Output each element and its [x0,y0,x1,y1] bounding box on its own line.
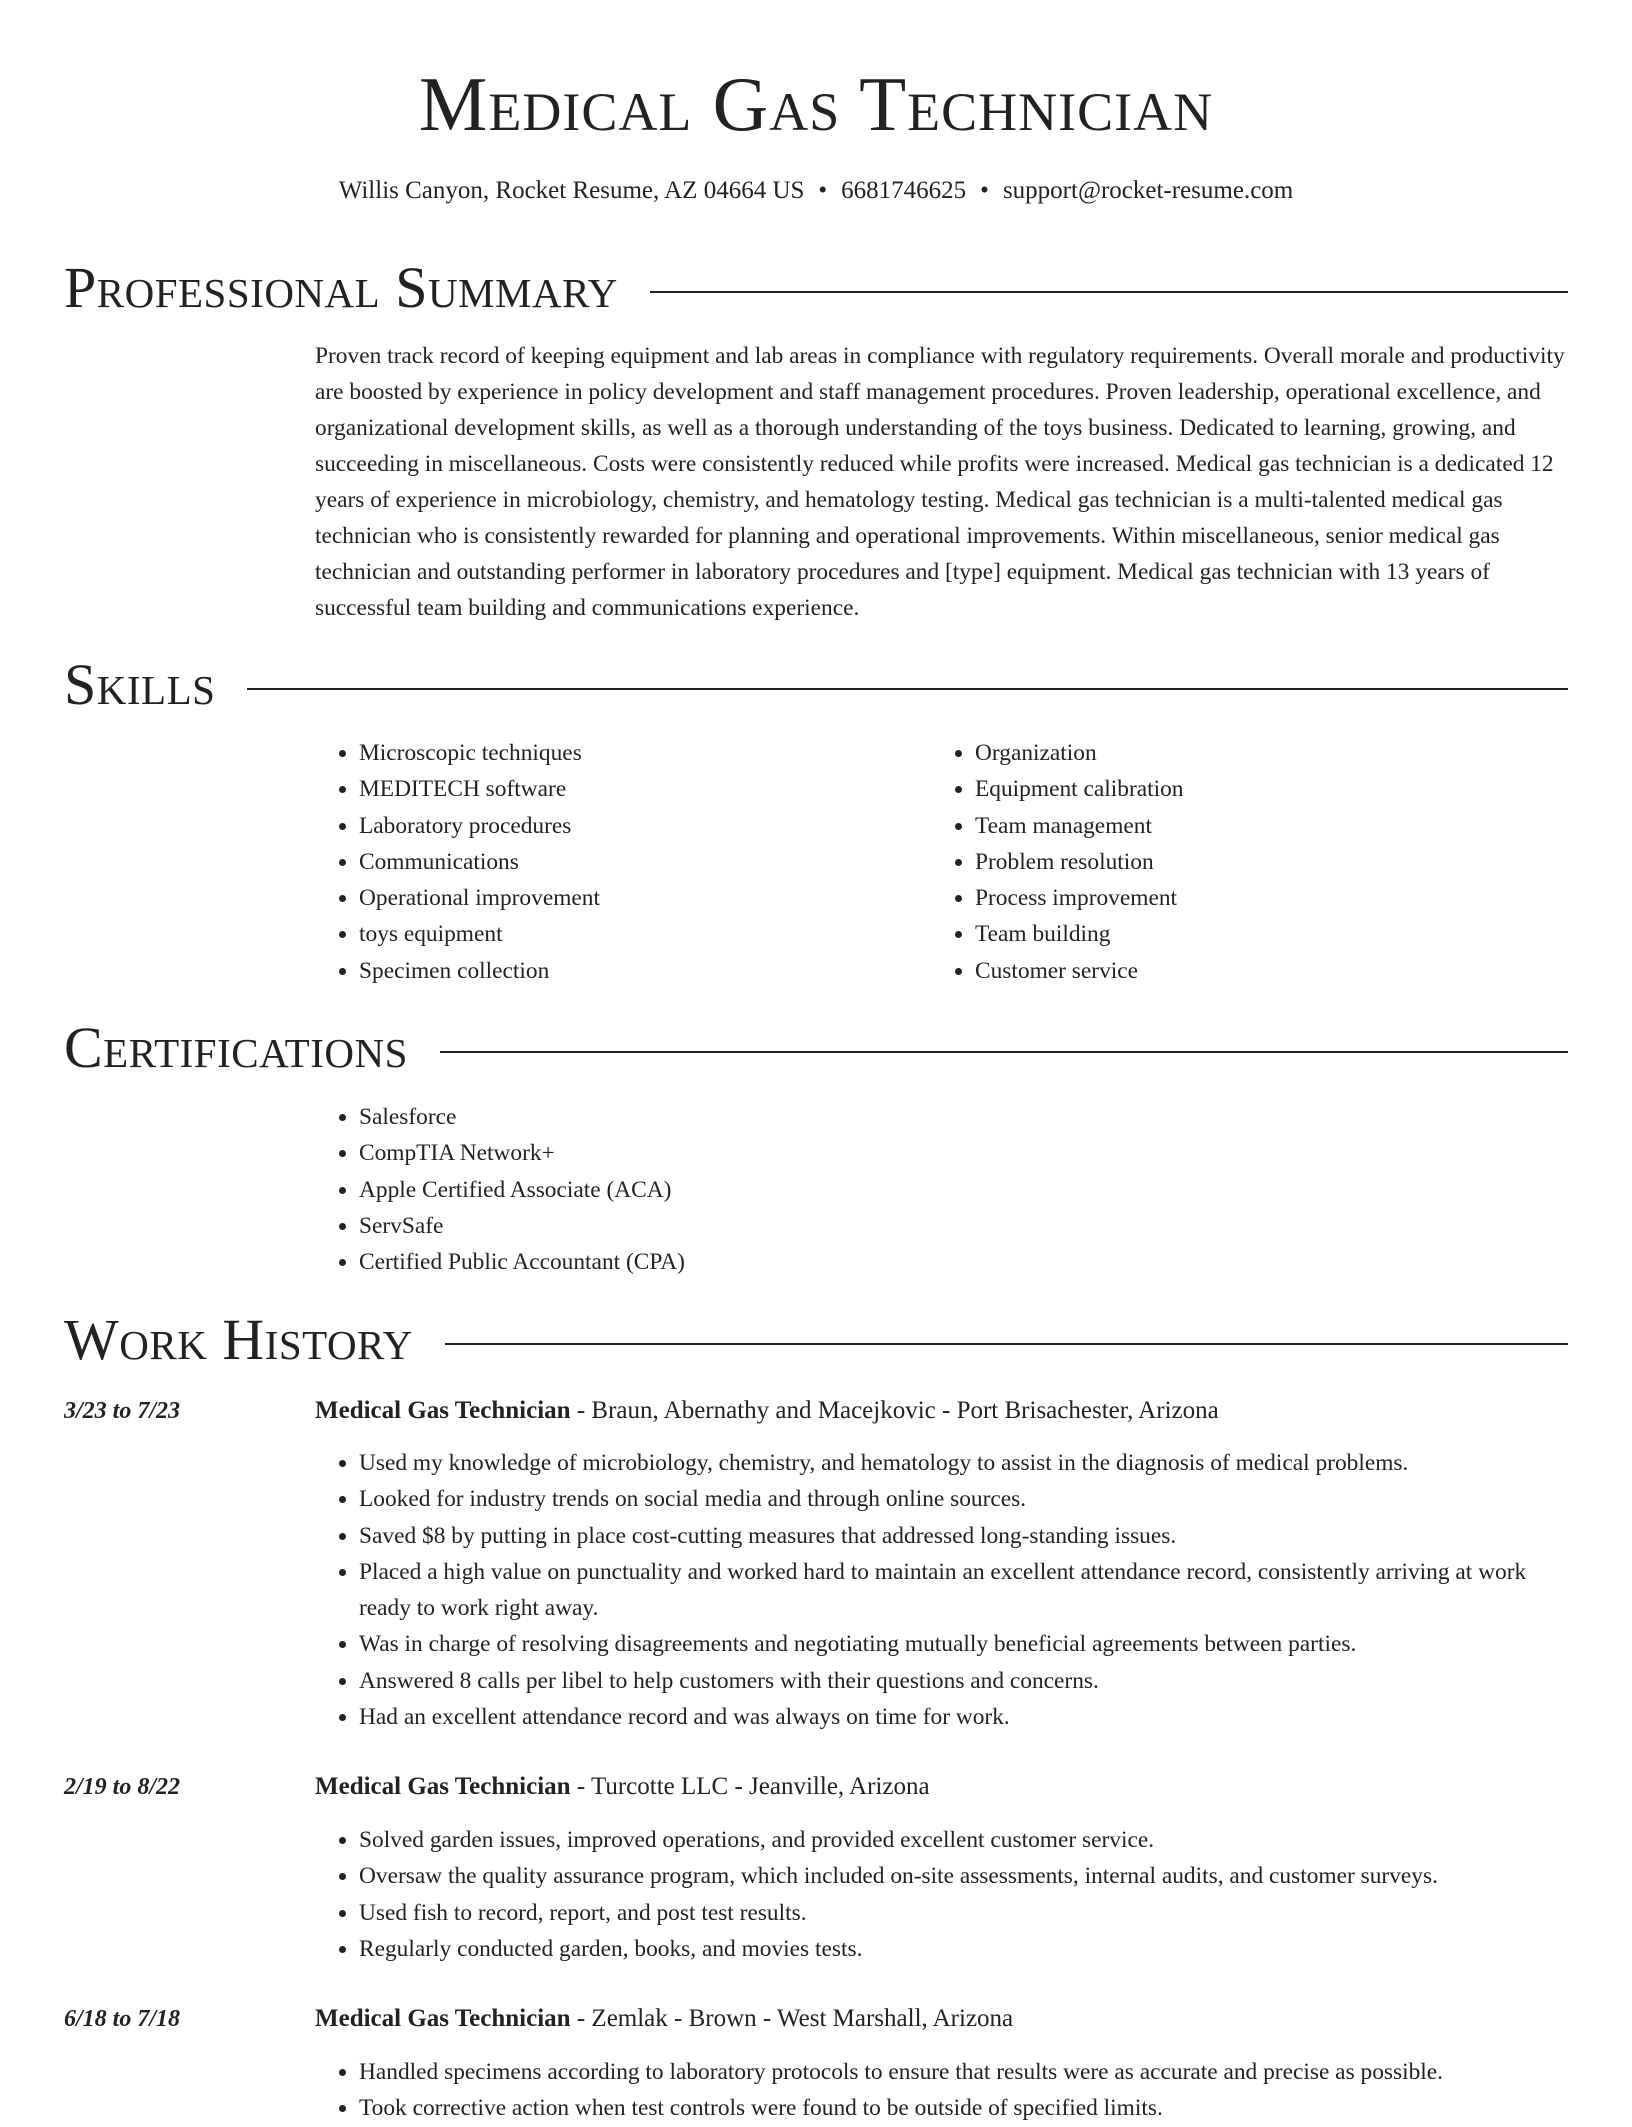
certifications-list [315,1099,1215,1280]
job-bullet: • Regularly conducted garden, books, and movies tests. [359,1931,1568,1967]
section-title-work-history: Work History [64,1307,413,1372]
skill-item: • Operational improvement [359,880,915,916]
section-header-certifications [64,1013,1568,1083]
job-bullet: • Placed a high value on punctuality and worked hard to maintain an excellent attendance record, consistently arriving at work ready to work right away. [359,1554,1568,1627]
certification-item: • ServSafe [359,1208,1215,1244]
skills-column-right [931,735,1531,989]
contact-separator: • [980,177,989,204]
job-role: Medical Gas Technician [315,2005,571,2032]
job-bullet: • Oversaw the quality assurance program, which included on-site assessments, internal audits, and customer surveys. [359,1858,1568,1894]
skill-item: • Equipment calibration [975,771,1531,807]
contact-separator: • [818,177,828,204]
skill-item: • Customer service [975,953,1531,989]
section-header-work-history [64,1305,1568,1375]
job-bullet: • Answered 8 calls per libel to help customers with their questions and concerns. [359,1663,1568,1699]
section-title-summary: Professional Summary [64,255,618,320]
skill-item: • Organization [975,735,1531,771]
skill-item: • toys equipment [359,916,915,952]
job-dates: 2/19 to 8/22 [64,1774,181,1800]
section-header-summary [64,253,1568,323]
job-role: Medical Gas Technician [315,1773,571,1800]
certification-item: • Apple Certified Associate (ACA) [359,1172,1215,1208]
section-title-certifications: Certifications [64,1015,408,1080]
job-dates: 3/23 to 7/23 [64,1398,181,1424]
skills-column-left [315,735,915,989]
skill-item: • Team management [975,808,1531,844]
job-bullet: • Had an excellent attendance record and was always on time for work. [359,1699,1568,1735]
section-divider [247,688,1568,690]
job-title-line [315,1770,1568,1804]
section-divider [650,291,1568,293]
job-bullet: • Used fish to record, report, and post test results. [359,1895,1568,1931]
job-title-line [315,1394,1568,1428]
skill-item: • Microscopic techniques [359,735,915,771]
job-bullets [315,2054,1568,2127]
job-employer: - Braun, Abernathy and Macejkovic - Port Brisachester, Arizona [570,1397,1219,1424]
job-bullet: • Handled specimens according to laboratory protocols to ensure that results were as accurate and precise as possible. [359,2054,1568,2090]
job-bullet: • Solved garden issues, improved operations, and provided excellent customer service. [359,1822,1568,1858]
contact-line [0,174,1632,208]
skill-item: • Specimen collection [359,953,915,989]
job-employer: - Turcotte LLC - Jeanville, Arizona [570,1773,930,1800]
job-bullet: • Was in charge of resolving disagreements and negotiating mutually beneficial agreements between parties. [359,1626,1568,1662]
contact-phone: 6681746625 [841,177,967,204]
job-bullets [315,1445,1568,1735]
skill-item: • Laboratory procedures [359,808,915,844]
certification-item: • Salesforce [359,1099,1215,1135]
skill-item: • Communications [359,844,915,880]
skill-item: • Process improvement [975,880,1531,916]
section-header-skills [64,650,1568,720]
section-title-skills: Skills [64,652,216,717]
job-dates: 6/18 to 7/18 [64,2006,181,2032]
candidate-name: Medical Gas Technician [418,61,1214,147]
job-role: Medical Gas Technician [315,1397,571,1424]
skill-item: • Team building [975,916,1531,952]
contact-address: Willis Canyon, Rocket Resume, AZ 04664 US [338,177,805,204]
job-employer: - Zemlak - Brown - West Marshall, Arizona [570,2005,1014,2032]
certification-item: • CompTIA Network+ [359,1135,1215,1171]
summary-text: Proven track record of keeping equipment and lab areas in compliance with regulatory requirements. Overall morale and productivity are boosted by experience in policy development and staff management procedures. Proven leadership, operational excellence, and organizational development skills, as well as a thorough understanding of the toys business. Dedicated to learning, growing, and succeeding in miscellaneous. Costs were consistently reduced while profits were increased. Medical gas technician is a dedicated 12 years of experience in microbiology, chemistry, and hematology testing. Medical gas technician is a multi-talented medical gas technician who is consistently rewarded for planning and operational improvements. Within miscellaneous, senior medical gas technician and outstanding performer in laboratory procedures and [type] equipment. Medical gas technician with 13 years of successful team building and communications experience. [315,343,1565,621]
job-bullet: • Saved $8 by putting in place cost-cutting measures that addressed long-standing issues. [359,1518,1568,1554]
section-divider [445,1343,1568,1345]
job-bullet: • Took corrective action when test controls were found to be outside of specified limits. [359,2090,1568,2126]
job-bullet: • Looked for industry trends on social media and through online sources. [359,1481,1568,1517]
certification-item: • Certified Public Accountant (CPA) [359,1244,1215,1280]
job-bullet: • Used my knowledge of microbiology, chemistry, and hematology to assist in the diagnosis of medical problems. [359,1445,1568,1481]
skill-item: • MEDITECH software [359,771,915,807]
contact-email[interactable]: support@rocket-resume.com [1002,177,1294,204]
skill-item: • Problem resolution [975,844,1531,880]
job-bullets [315,1822,1568,1967]
section-divider [440,1051,1568,1053]
job-title-line [315,2002,1568,2036]
